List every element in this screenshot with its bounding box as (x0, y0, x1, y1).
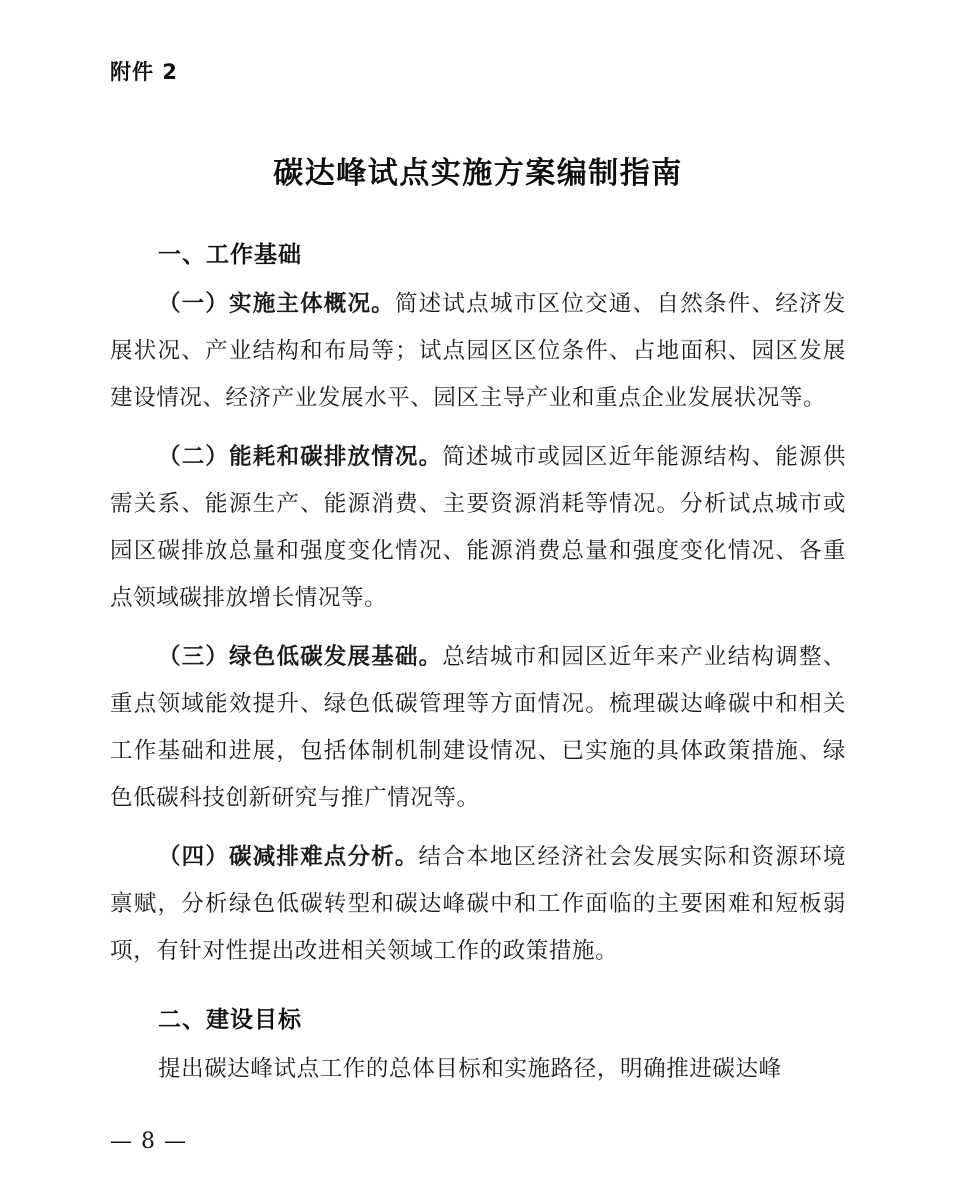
paragraph-lead: （四）碳减排难点分析。 (158, 844, 419, 870)
section-heading-construction-goals: 二、建设目标 (158, 1007, 302, 1033)
section-heading-work-basis: 一、工作基础 (158, 242, 302, 268)
paragraph-body: 简述城市或园区近年能源结构、能源供需关系、能源生产、能源消费、主要资源消耗等情况。分析试点城市或园区碳排放总量和强度变化情况、能源消费总量和强度变化情况、各重点领域碳排放增长情况等。 (110, 444, 846, 611)
page-number: — 8 — (110, 1129, 187, 1154)
attachment-label: 附件 2 (110, 60, 178, 84)
paragraph-emission-reduction-difficulties (110, 834, 846, 975)
page-title: 碳达峰试点实施方案编制指南 (273, 156, 683, 191)
paragraph-body: 提出碳达峰试点工作的总体目标和实施路径，明确推进碳达峰 (158, 1056, 782, 1082)
paragraph-body: 结合本地区经济社会发展实际和资源环境禀赋，分析绿色低碳转型和碳达峰碳中和工作面临的主要困难和短板弱项，有针对性提出改进相关领域工作的政策措施。 (110, 844, 846, 964)
paragraph-lead: （一）实施主体概况。 (158, 291, 395, 317)
paragraph-lead: （二）能耗和碳排放情况。 (158, 444, 443, 470)
paragraph-implementation-overview (110, 281, 846, 422)
paragraph-body: 总结城市和园区近年来产业结构调整、重点领域能效提升、绿色低碳管理等方面情况。梳理碳达峰碳中和相关工作基础和进展，包括体制机制建设情况、已实施的具体政策措施、绿色低碳科技创新研究与推广情况等。 (110, 644, 846, 811)
paragraph-body: 简述试点城市区位交通、自然条件、经济发展状况、产业结构和布局等；试点园区区位条件、占地面积、园区发展建设情况、经济产业发展水平、园区主导产业和重点企业发展状况等。 (110, 291, 846, 411)
paragraph-lead: （三）绿色低碳发展基础。 (158, 644, 443, 670)
paragraph-energy-emissions (110, 434, 846, 622)
paragraph-goals-intro (110, 1046, 846, 1093)
paragraph-green-low-carbon-basis (110, 634, 846, 822)
